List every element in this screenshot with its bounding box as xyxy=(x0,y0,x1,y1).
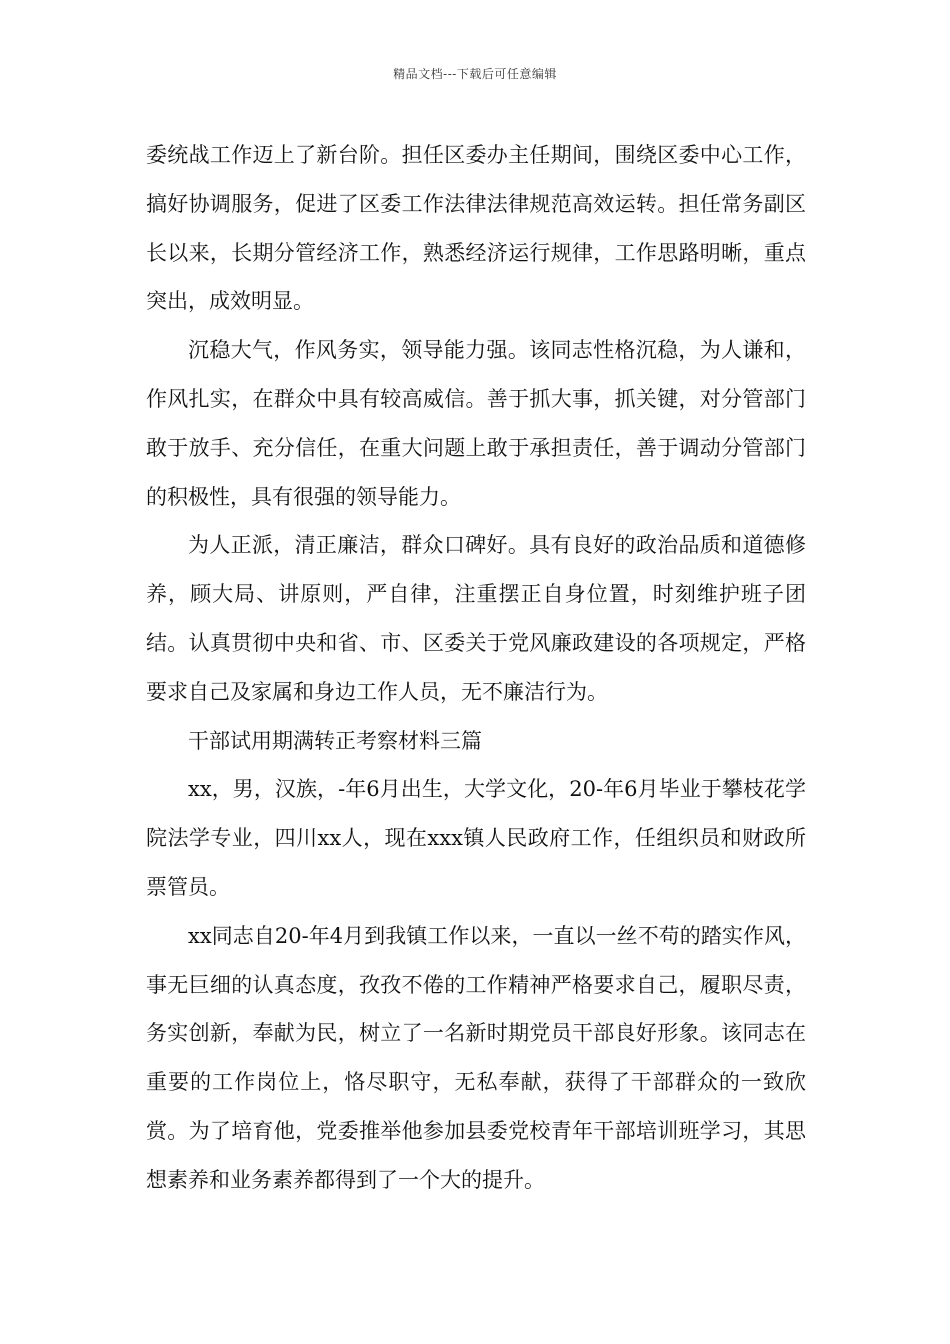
section-title: 干部试用期满转正考察材料三篇 xyxy=(188,728,482,753)
document-body xyxy=(146,131,806,1205)
page-header: 精品文档---下载后可任意编辑 xyxy=(393,67,557,81)
paragraph-2: 沉稳大气，作风务实，领导能力强。该同志性格沉稳，为人谦和，作风扎实，在群众中具有较高威信。善于抓大事，抓关键，对分管部门敢于放手、充分信任，在重大问题上敢于承担责任，善于调动分管部门的积极性，具有很强的领导能力。 xyxy=(146,338,806,509)
paragraph-5: xx，男，汉族，-年6月出生，大学文化，20-年6月毕业于攀枝花学院法学专业，四川xx人，现在xxx镇人民政府工作，任组织员和财政所票管员。 xyxy=(146,777,806,899)
paragraph-6: xx同志自20-年4月到我镇工作以来，一直以一丝不苟的踏实作风，事无巨细的认真态度，孜孜不倦的工作精神严格要求自己，履职尽责，务实创新，奉献为民，树立了一名新时期党员干部良好形象。该同志在重要的工作岗位上，恪尽职守，无私奉献，获得了干部群众的一致欣赏。为了培育他，党委推举他参加县委党校青年干部培训班学习，其思想素养和业务素养都得到了一个大的提升。 xyxy=(146,923,806,1192)
paragraph-1: 委统战工作迈上了新台阶。担任区委办主任期间，围绕区委中心工作，搞好协调服务，促进了区委工作法律法律规范高效运转。担任常务副区长以来，长期分管经济工作，熟悉经济运行规律，工作思路明晰，重点突出，成效明显。 xyxy=(146,143,806,314)
paragraph-3: 为人正派，清正廉洁，群众口碑好。具有良好的政治品质和道德修养，顾大局、讲原则，严自律，注重摆正自身位置，时刻维护班子团结。认真贯彻中央和省、市、区委关于党风廉政建设的各项规定，严格要求自己及家属和身边工作人员，无不廉洁行为。 xyxy=(146,533,806,704)
